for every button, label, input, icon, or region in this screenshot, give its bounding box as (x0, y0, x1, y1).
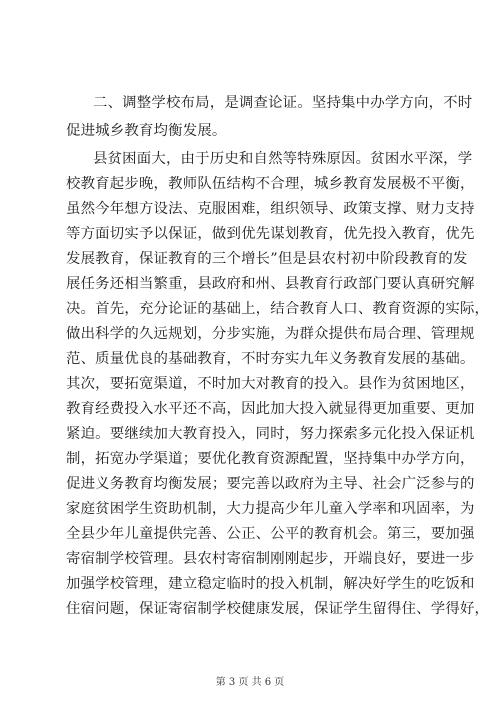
paragraph-line: 其次，要拓宽渠道，不时加大对教育的投入。县作为贫困地区， (66, 376, 475, 392)
paragraph-line: 虽然今年想方设法、克服困难，组织领导、政策支撑、财力支持 (66, 201, 475, 217)
paragraph-line: 紧迫。要继续加大教育投入，同时，努力探索多元化投入保证机 (66, 426, 475, 442)
paragraph-line: 县贫困面大，由于历史和自然等特殊原因。贫困水平深，学 (93, 151, 473, 167)
paragraph-line: 住宿问题，保证寄宿制学校健康发展，保证学生留得住、学得好， (66, 601, 490, 617)
paragraph-line: 制，拓宽办学渠道；要优化教育资源配置，坚持集中办学方向， (66, 451, 475, 467)
paragraph-line: 教育经费投入水平还不高，因此加大投入就显得更加重要、更加 (66, 401, 475, 417)
paragraph-line: 加强学校管理，建立稳定临时的投入机制，解决好学生的吃饭和 (66, 576, 475, 592)
paragraph-line: 寄宿制学校管理。县农村寄宿制刚刚起步，开端良好，要进一步 (66, 551, 475, 567)
paragraph-line: 校教育起步晚，教师队伍结构不合理，城乡教育发展极不平衡， (66, 176, 475, 192)
paragraph-line: 发展教育，保证教育的三个增长”但是县农村初中阶段教育的发 (66, 251, 468, 267)
paragraph-line: 展任务还相当繁重，县政府和州、县教育行政部门要认真研究解 (66, 276, 475, 292)
paragraph-line: 范、质量优良的基础教育，不时夯实九年义务教育发展的基础。 (66, 351, 475, 367)
paragraph-line: 等方面切实予以保证，做到优先谋划教育，优先投入教育，优先 (66, 226, 475, 242)
paragraph-line: 做出科学的久远规划，分步实施，为群众提供布局合理、管理规 (66, 326, 475, 342)
paragraph-line: 全县少年儿童提供完善、公正、公平的教育机会。第三，要加强 (66, 526, 475, 542)
paragraph-line: 二、调整学校布局，是调查论证。坚持集中办学方向，不时 (93, 95, 473, 111)
paragraph-line: 促进义务教育均衡发展；要完善以政府为主导、社会广泛参与的 (66, 476, 475, 492)
page-footer: 第 3 页 共 6 页 (215, 677, 285, 688)
paragraph-line: 决。首先，充分论证的基础上，结合教育人口、教育资源的实际， (66, 301, 490, 317)
paragraph-line: 促进城乡教育均衡发展。 (66, 123, 227, 139)
paragraph-line: 家庭贫困学生资助机制，大力提高少年儿童入学率和巩固率，为 (66, 501, 475, 517)
